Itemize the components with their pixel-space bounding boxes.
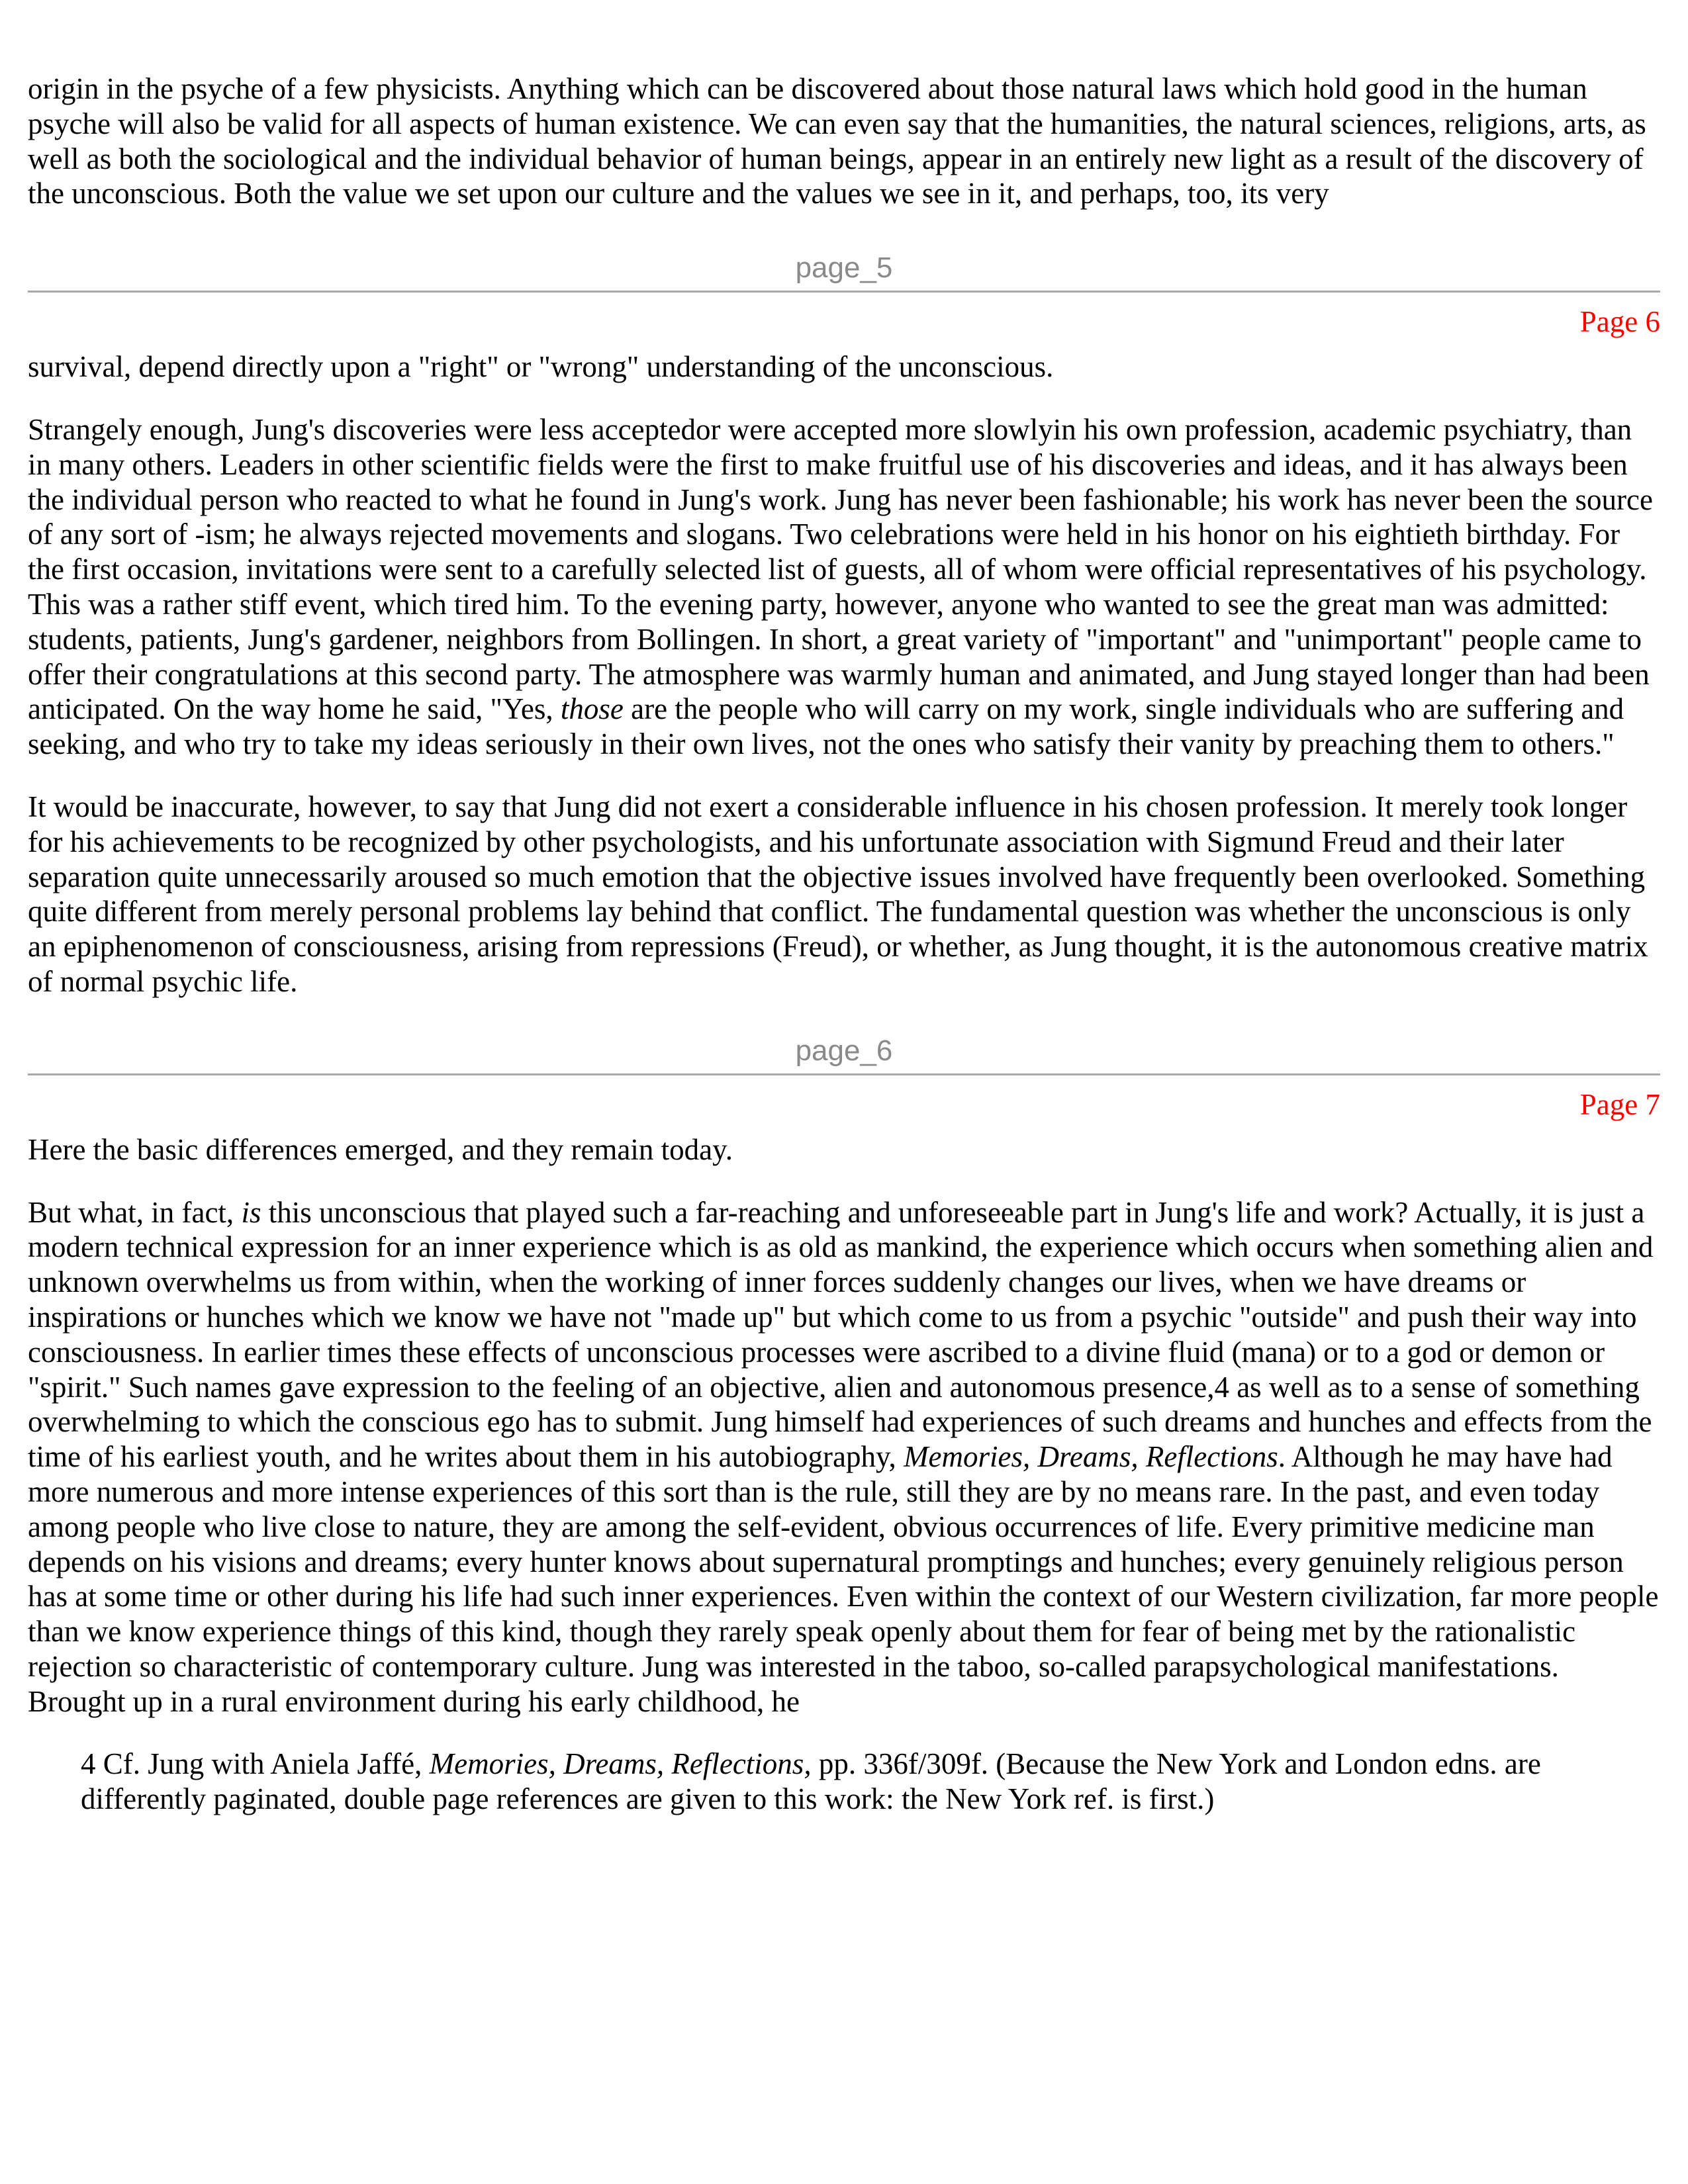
paragraph-page6-3: It would be inaccurate, however, to say that Jung did not exert a considerable influence in his chosen profession. It merely took longer for his achievements to be recognized by other psychologists, and his unfortunate association with Sigmund Freud and their later separation quite unnecessarily aroused so much emotion that the objective issues involved have frequently been overlooked. Something quite different from merely personal problems lay behind that conflict. The fundamental question was whether the unconscious is only an epiphenomenon of consciousness, arising from repressions (Freud), or whether, as Jung thought, it is the autonomous creative matrix of normal psychic life.	[28, 790, 1648, 998]
footnote-4	[81, 1747, 1660, 1817]
italic-text: is	[241, 1195, 261, 1229]
italic-book-title: Memories, Dreams, Reflections,	[429, 1747, 812, 1781]
footnote-text-segment: pp. 336f/309f. (Because the New York and London edns. are differently paginated, double page references are given to this work: the New York ref. is first.)	[81, 1747, 1541, 1816]
page-number-7: Page 7	[1579, 1087, 1660, 1121]
page-marker-6: page_6	[795, 1034, 893, 1067]
page-number-6: Page 6	[1579, 305, 1660, 339]
page-separator-6	[28, 1073, 1660, 1075]
paragraph-text-segment: . Although he may have had more numerous and more intense experiences of this sort than is the rule, still they are by no means rare. In the past, and even today among people who live close to nature, they are among the self-evident, obvious occurrences of life. Every primitive medicine man depends on his visions and dreams; every hunter knows about supernatural promptings and hunches; every genuinely religious person has at some time or other during his life had such inner experiences. Even within the context of our Western civilization, far more people than we know experience things of this kind, though they rarely speak openly about them for fear of being met by the rationalistic rejection so characteristic of contemporary culture. Jung was interested in the taboo, so-called parapsychological manifestations. Brought up in a rural environment during his early childhood, he	[28, 1440, 1659, 1718]
paragraph-page7-1: Here the basic differences emerged, and they remain today.	[28, 1132, 733, 1166]
paragraph-page6-1: survival, depend directly upon a "right" or "wrong" understanding of the unconscious.	[28, 350, 1054, 384]
paragraph-text-segment: But what, in fact,	[28, 1195, 242, 1229]
paragraph-page5-tail: origin in the psyche of a few physicists. Anything which can be discovered about those natural laws which hold good in the human psyche will also be valid for all aspects of human existence. We can even say that the humanities, the natural sciences, religions, arts, as well as both the sociological and the individual behavior of human beings, appear in an entirely new light as a result of the discovery of the unconscious. Both the value we set upon our culture and the values we see in it, and perhaps, too, its very	[28, 72, 1646, 210]
document-page	[28, 71, 1660, 1817]
paragraph-page7-2	[28, 1195, 1660, 1719]
paragraph-page6-2	[28, 412, 1660, 762]
page-marker-5: page_5	[795, 251, 893, 285]
footnote-text-segment: 4 Cf. Jung with Aniela Jaffé,	[81, 1747, 430, 1781]
paragraph-text-segment: are the people who will carry on my work, single individuals who are suffering and seeking, and who try to take my ideas seriously in their own lives, not the ones who satisfy their vanity by preaching them to others."	[28, 692, 1624, 761]
italic-text: those	[560, 692, 624, 726]
paragraph-text-segment: Strangely enough, Jung's discoveries were less acceptedor were accepted more slowlyin his own profession, academic psychiatry, than in many others. Leaders in other scientific fields were the first to make fruitful use of his discoveries and ideas, and it has always been the individual person who reacted to what he found in Jung's work. Jung has never been fashionable; his work has never been the source of any sort of -ism; he always rejected movements and slogans. Two celebrations were held in his honor on his eightieth birthday. For the first occasion, invitations were sent to a carefully selected list of guests, all of whom were official representatives of his psychology. This was a rather stiff event, which tired him. To the evening party, however, anyone who wanted to see the great man was admitted: students, patients, Jung's gardener, neighbors from Bollingen. In short, a great variety of "important" and "unimportant" people came to offer their congratulations at this second party. The atmosphere was warmly human and animated, and Jung stayed longer than had been anticipated. On the way home he said, "Yes,	[28, 412, 1653, 726]
paragraph-text-segment: this unconscious that played such a far-reaching and unforeseeable part in Jung's life and work? Actually, it is just a modern technical expression for an inner experience which is as old as mankind, the experience which occurs when something alien and unknown overwhelms us from within, when the working of inner forces suddenly changes our lives, when we have dreams or inspirations or hunches which we know we have not "made up" but which come to us from a psychic "outside" and push their way into consciousness. In earlier times these effects of unconscious processes were ascribed to a divine fluid (mana) or to a god or demon or "spirit." Such names gave expression to the feeling of an objective, alien and autonomous presence,4 as well as to a sense of something overwhelming to which the conscious ego has to submit. Jung himself had experiences of such dreams and hunches and effects from the time of his earliest youth, and he writes about them in his autobiography,	[28, 1195, 1654, 1474]
italic-book-title: Memories, Dreams, Reflections	[904, 1440, 1278, 1474]
page-separator-5	[28, 291, 1660, 293]
